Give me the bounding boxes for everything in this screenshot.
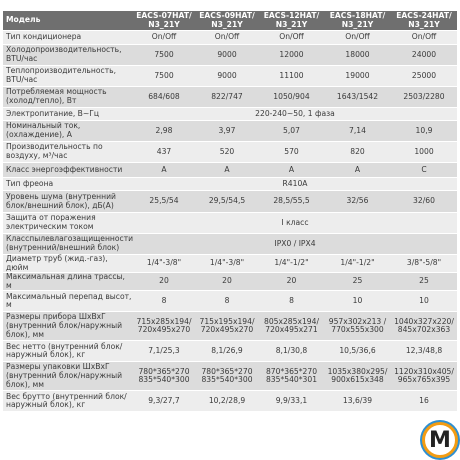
row-value: 684/608 (133, 87, 195, 108)
row-value: 9000 (195, 66, 259, 87)
brand-logo (422, 422, 458, 458)
row-value: 7,1/25,3 (133, 341, 195, 362)
row-value: 520 (195, 142, 259, 163)
table-row (3, 362, 457, 391)
row-param-label: Электропитание, В~Гц (3, 108, 133, 121)
row-value: C (391, 163, 457, 178)
row-value: 8 (133, 291, 195, 312)
row-value: On/Off (391, 31, 457, 45)
row-param-label: Размеры упаковки ШхВхГ (внутренний блок/наружный блок), мм (3, 362, 133, 391)
row-value: 1643/1542 (324, 87, 391, 108)
row-value: 20 (195, 273, 259, 291)
row-value: 780*365*270 835*540*300 (195, 362, 259, 391)
row-value: 13,6/39 (324, 391, 391, 412)
row-param-label: Вес брутто (внутренний блок/ наружный блок), кг (3, 391, 133, 412)
row-value: 7,14 (324, 121, 391, 142)
table-row (3, 108, 457, 121)
table-row (3, 66, 457, 87)
row-value: 1035x380x295/ 900x615x348 (324, 362, 391, 391)
row-value: 805x285x194/ 720x495x271 (259, 312, 324, 341)
table-row (3, 213, 457, 234)
table-row (3, 163, 457, 178)
table-row (3, 391, 457, 412)
row-param-label: Защита от поражения электрическим током (3, 213, 133, 234)
row-param-label: Производительность по воздуху, м³/час (3, 142, 133, 163)
row-value: 570 (259, 142, 324, 163)
row-value: On/Off (324, 31, 391, 45)
row-value: 1120x310x405/ 965x765x395 (391, 362, 457, 391)
row-value: 32/60 (391, 191, 457, 213)
row-merged-value: I класс (133, 213, 457, 234)
row-value: 1050/904 (259, 87, 324, 108)
table-row (3, 87, 457, 108)
row-value: 25,5/54 (133, 191, 195, 213)
row-value: 1000 (391, 142, 457, 163)
row-value: 20 (259, 273, 324, 291)
row-value: 10 (324, 291, 391, 312)
row-param-label: Уровень шума (внутренний блок/внешний блок), дБ(А) (3, 191, 133, 213)
header-cell-model: EACS-09HAT/ N3_21Y (195, 11, 259, 31)
table-row (3, 312, 457, 341)
row-value: 8 (195, 291, 259, 312)
row-value: 9,3/27,7 (133, 391, 195, 412)
row-value: 20 (133, 273, 195, 291)
row-value: 8,1/26,9 (195, 341, 259, 362)
row-value: 870*365*270 835*540*301 (259, 362, 324, 391)
row-value: 3/8"-5/8" (391, 255, 457, 273)
row-value: 9,9/33,1 (259, 391, 324, 412)
row-value: 8 (259, 291, 324, 312)
row-value: On/Off (195, 31, 259, 45)
row-value: 24000 (391, 45, 457, 66)
table-body (3, 31, 457, 412)
table-row (3, 31, 457, 45)
row-value: 437 (133, 142, 195, 163)
table-row (3, 45, 457, 66)
row-value: 10 (391, 291, 457, 312)
row-merged-value: R410A (133, 178, 457, 191)
row-param-label: Класспылевлагозащищенности (внутренний/внешний блок) (3, 234, 133, 255)
row-value: 29,5/54,5 (195, 191, 259, 213)
row-value: 10,2/28,9 (195, 391, 259, 412)
row-param-label: Тип кондиционера (3, 31, 133, 45)
row-value: On/Off (133, 31, 195, 45)
row-value: 1/4"-1/2" (324, 255, 391, 273)
row-value: A (195, 163, 259, 178)
row-value: 5,07 (259, 121, 324, 142)
logo-letter: M (429, 428, 451, 453)
row-value: 10,5/36,6 (324, 341, 391, 362)
row-param-label: Холодопроизводительность, BTU/час (3, 45, 133, 66)
row-value: 1/4"-1/2" (259, 255, 324, 273)
header-row (3, 11, 457, 31)
row-value: 7500 (133, 66, 195, 87)
row-param-label: Максимальная длина трассы, м (3, 273, 133, 291)
row-value: 10,9 (391, 121, 457, 142)
row-param-label: Диаметр труб (жид.-газ), дюйм (3, 255, 133, 273)
table-row (3, 273, 457, 291)
row-value: 25000 (391, 66, 457, 87)
row-value: 7500 (133, 45, 195, 66)
spec-table (3, 11, 457, 412)
row-value: 780*365*270 835*540*300 (133, 362, 195, 391)
row-value: 2503/2280 (391, 87, 457, 108)
table-row (3, 142, 457, 163)
row-param-label: Класс энергоэффективности (3, 163, 133, 178)
row-value: 8,1/30,8 (259, 341, 324, 362)
row-value: 1040x327x220/ 845x702x363 (391, 312, 457, 341)
row-value: On/Off (259, 31, 324, 45)
table-row (3, 234, 457, 255)
row-value: 9000 (195, 45, 259, 66)
row-value: 12,3/48,8 (391, 341, 457, 362)
row-param-label: Размеры прибора ШхВхГ (внутренний блок/наружный блок), мм (3, 312, 133, 341)
table-row (3, 255, 457, 273)
row-param-label: Максимальный перепад высот, м (3, 291, 133, 312)
row-value: 1/4"-3/8" (133, 255, 195, 273)
row-value: 19000 (324, 66, 391, 87)
table-row (3, 178, 457, 191)
row-value: 715x285x194/ 720x495x270 (133, 312, 195, 341)
row-value: 25 (391, 273, 457, 291)
row-param-label: Вес нетто (внутренний блок/ наружный блок), кг (3, 341, 133, 362)
header-cell-model: EACS-07HAT/ N3_21Y (133, 11, 195, 31)
table-row (3, 191, 457, 213)
row-value: 32/56 (324, 191, 391, 213)
row-merged-value: 220-240~50, 1 фаза (133, 108, 457, 121)
row-param-label: Номинальный ток,(охлаждение), А (3, 121, 133, 142)
row-value: A (324, 163, 391, 178)
row-value: 957x302x213 / 770x555x300 (324, 312, 391, 341)
row-value: 28,5/55,5 (259, 191, 324, 213)
row-value: 715x195x194/ 720x495x270 (195, 312, 259, 341)
row-param-label: Теплопроизводительность, BTU/час (3, 66, 133, 87)
row-value: 3,97 (195, 121, 259, 142)
row-value: 25 (324, 273, 391, 291)
header-cell-model: EACS-24HAT/ N3_21Y (391, 11, 457, 31)
row-value: 16 (391, 391, 457, 412)
row-value: 822/747 (195, 87, 259, 108)
header-cell-model: EACS-12HAT/ N3_21Y (259, 11, 324, 31)
row-value: 1/4"-3/8" (195, 255, 259, 273)
table-row (3, 291, 457, 312)
row-value: 820 (324, 142, 391, 163)
row-value: 18000 (324, 45, 391, 66)
row-value: A (259, 163, 324, 178)
row-value: 12000 (259, 45, 324, 66)
row-value: 2,98 (133, 121, 195, 142)
row-param-label: Тип фреона (3, 178, 133, 191)
header-cell-param: Модель (3, 11, 133, 31)
table-row (3, 341, 457, 362)
row-merged-value: IPX0 / IPX4 (133, 234, 457, 255)
row-value: A (133, 163, 195, 178)
table-header (3, 11, 457, 31)
table-row (3, 121, 457, 142)
row-param-label: Потребляемая мощность (холод/тепло), Вт (3, 87, 133, 108)
header-cell-model: EACS-18HAT/ N3_21Y (324, 11, 391, 31)
row-value: 11100 (259, 66, 324, 87)
